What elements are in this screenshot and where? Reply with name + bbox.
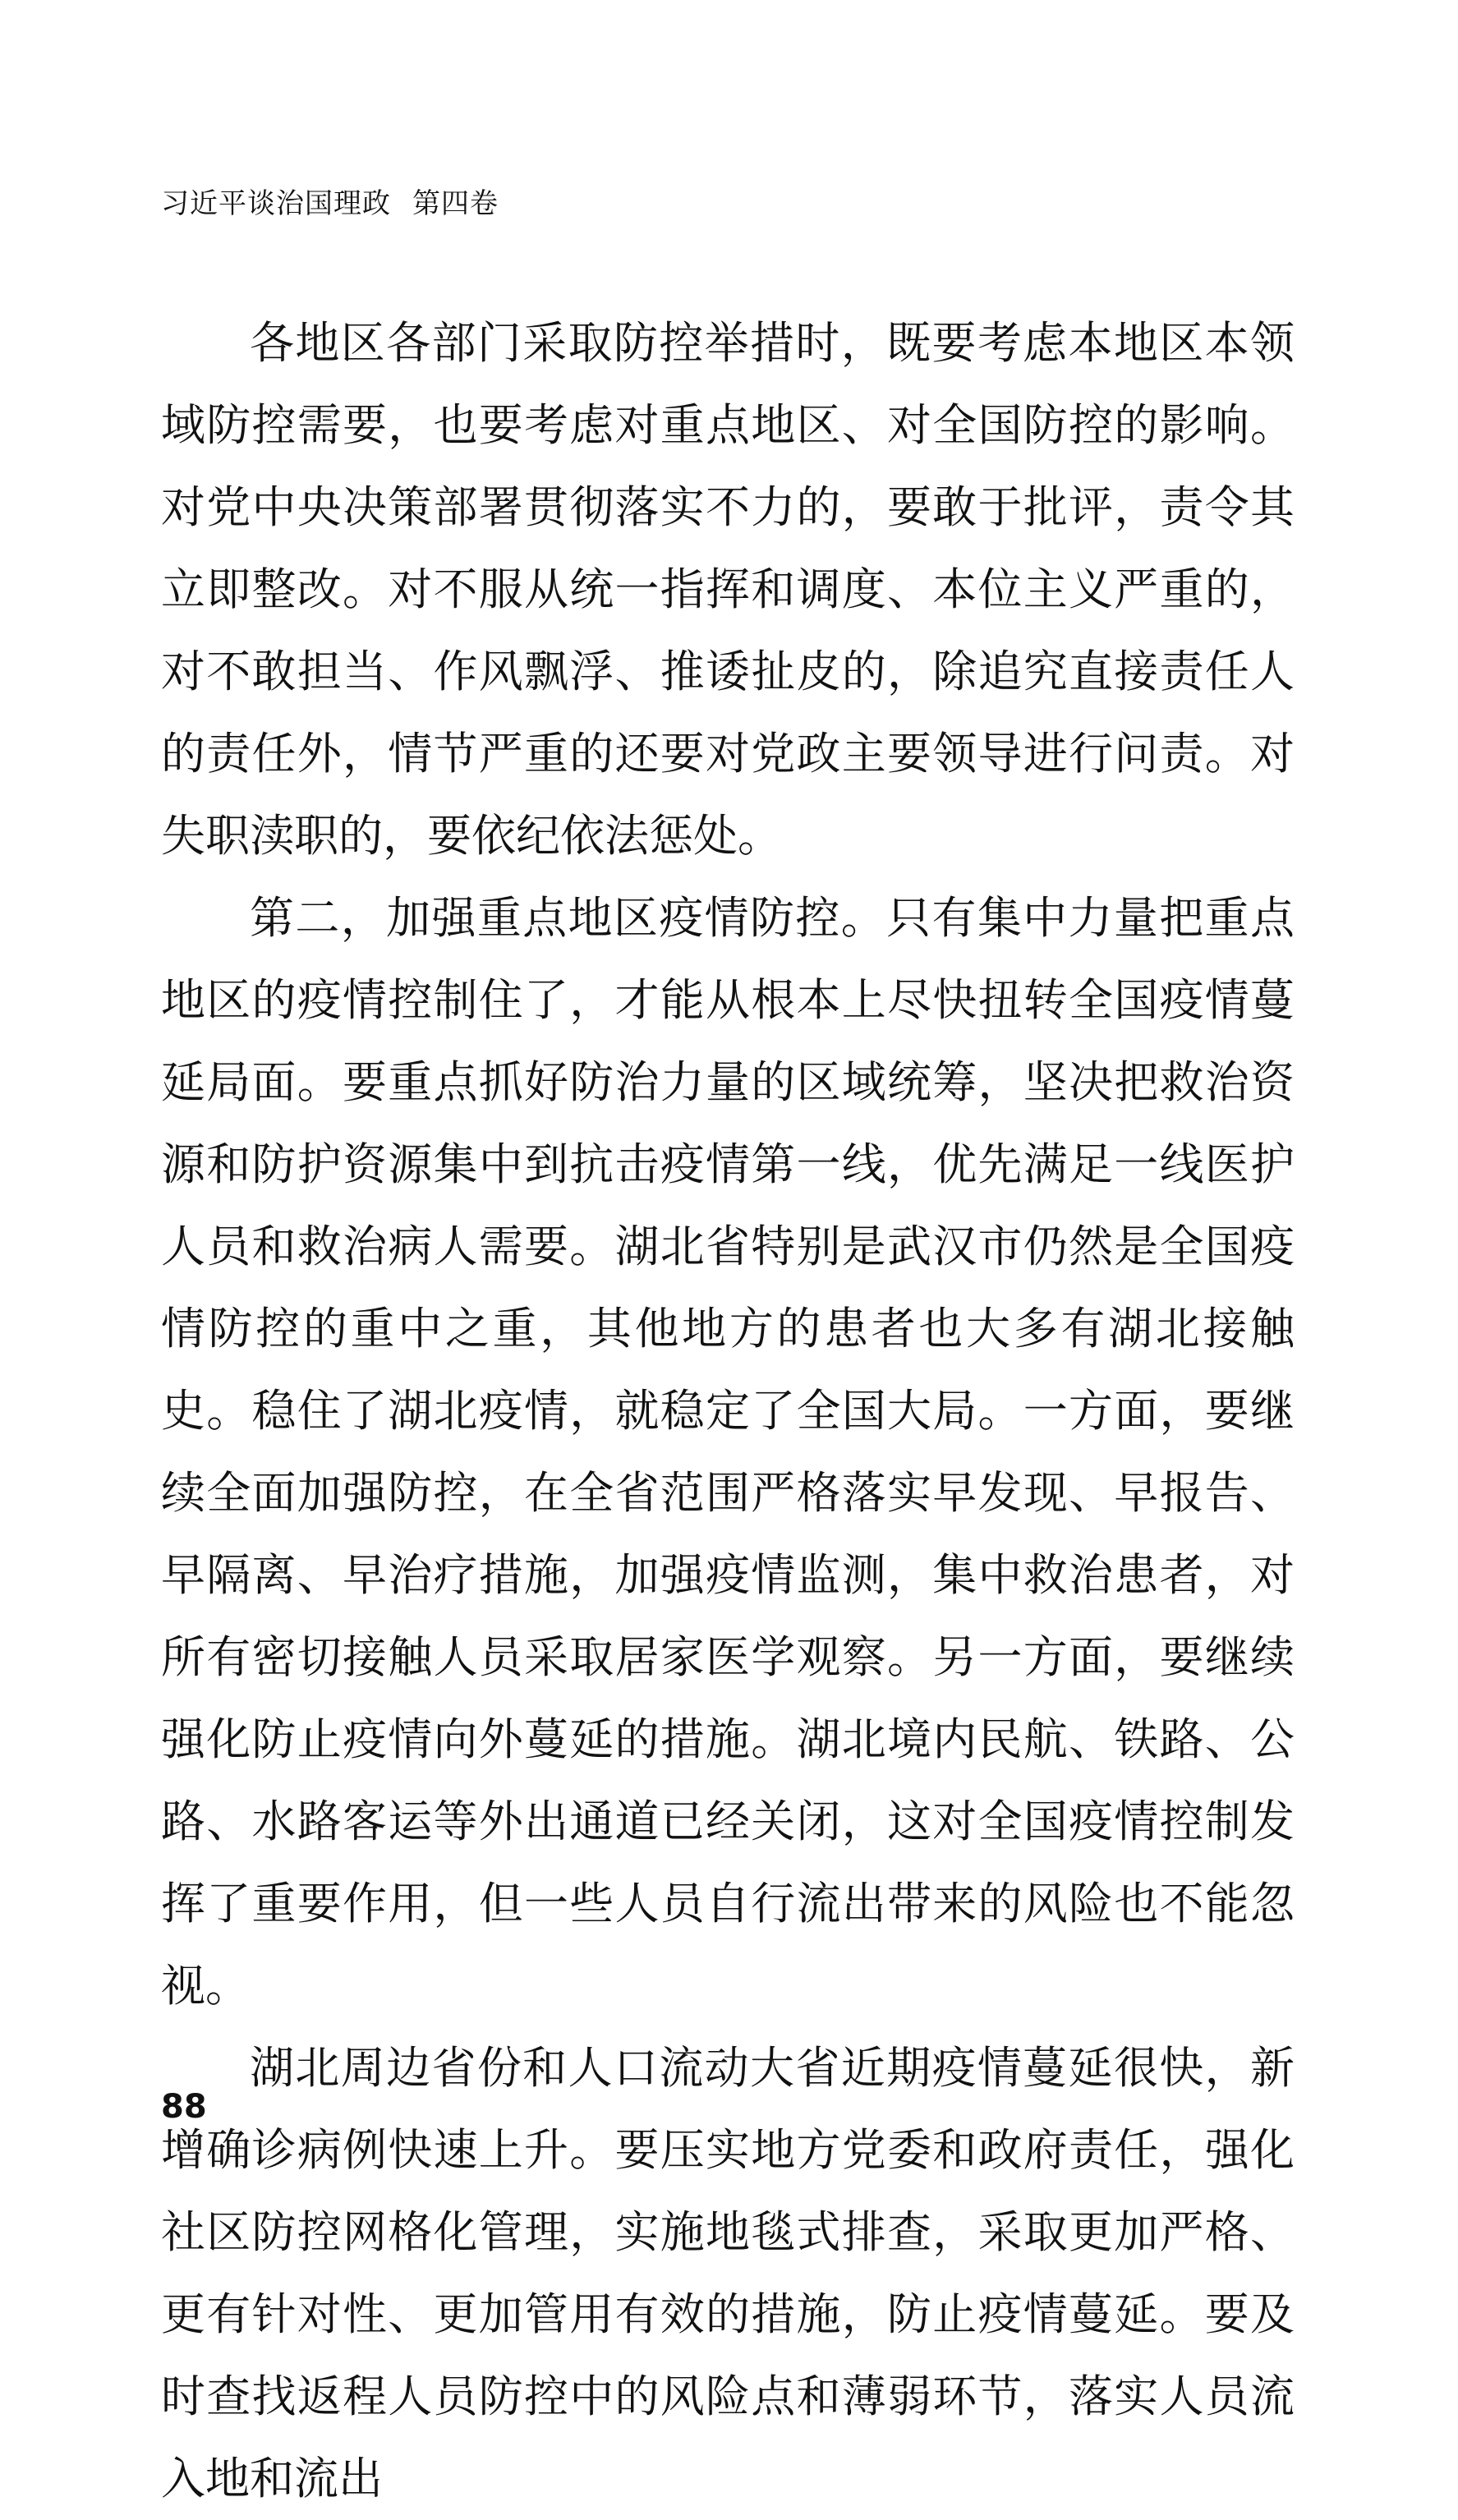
page-number: 88: [161, 2088, 207, 2126]
book-title: 习近平谈治国理政: [161, 187, 391, 220]
paragraph-2: 第二，加强重点地区疫情防控。只有集中力量把重点地区的疫情控制住了，才能从根本上尽快扭转全国疫情蔓延局面。要重点抓好防治力量的区域统筹，坚决把救治资源和防护资源集中到抗击疫情第一线，优先满足一线医护人员和救治病人需要。湖北省特别是武汉市仍然是全国疫情防控的重中之重，其他地方的患者也大多有湖北接触史。稳住了湖北疫情，就稳定了全国大局。一方面，要继续全面加强防控，在全省范围严格落实早发现、早报告、早隔离、早治疗措施，加强疫情监测，集中救治患者，对所有密切接触人员采取居家医学观察。另一方面，要继续强化防止疫情向外蔓延的措施。湖北境内民航、铁路、公路、水路客运等外出通道已经关闭，这对全国疫情控制发挥了重要作用，但一些人员自行流出带来的风险也不能忽视。: [161, 892, 1295, 2012]
running-header: [161, 186, 499, 222]
paragraph-3: 湖北周边省份和人口流动大省近期疫情蔓延很快，新增确诊病例快速上升。要压实地方党委和政府责任，强化社区防控网格化管理，实施地毯式排查，采取更加严格、更有针对性、更加管用有效的措施，防止疫情蔓延。要及时查找返程人员防控中的风险点和薄弱环节，落实人员流入地和流出: [161, 2042, 1295, 2504]
paragraph-1: 各地区各部门采取防控举措时，既要考虑本地区本领域防控需要，也要考虑对重点地区、对全国防控的影响。对党中央决策部署贯彻落实不力的，要敢于批评，责令其立即整改。对不服从统一指挥和调度、本位主义严重的，对不敢担当、作风飘浮、推诿扯皮的，除追究直接责任人的责任外，情节严重的还要对党政主要领导进行问责。对失职渎职的，要依纪依法惩处。: [161, 317, 1295, 862]
volume-label: 第四卷: [412, 187, 499, 220]
body-text: [161, 302, 1295, 2520]
